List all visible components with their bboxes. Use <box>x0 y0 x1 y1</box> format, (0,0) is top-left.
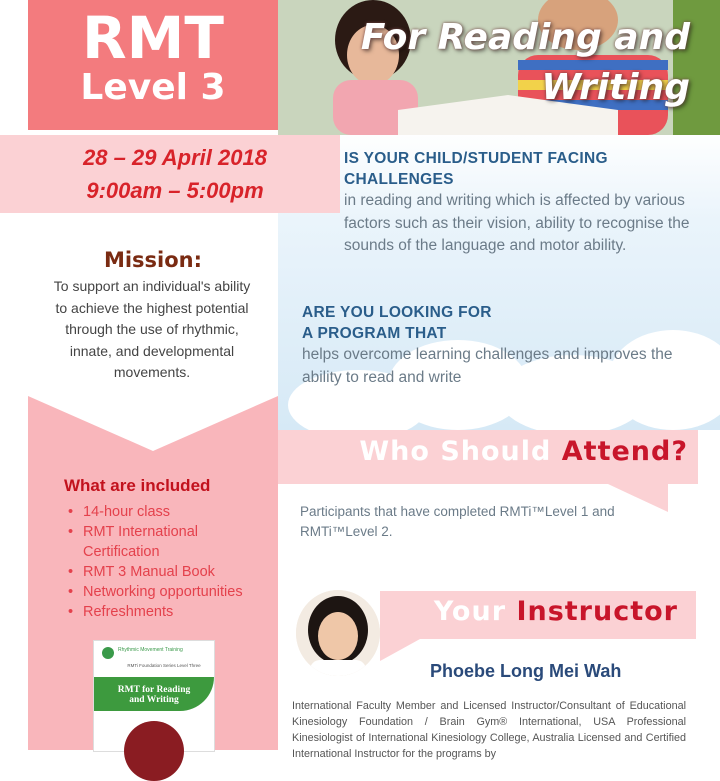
course-title-box <box>28 0 278 130</box>
event-date: 28 – 29 April 2018 <box>83 145 267 170</box>
question-1 <box>344 148 704 258</box>
included-title: What are included <box>64 476 211 495</box>
instructor-title-part1: Your <box>433 596 507 627</box>
question-1-heading: IS YOUR CHILD/STUDENT FACING CHALLENGES <box>344 150 608 188</box>
instructor-name: Phoebe Long Mei Wah <box>430 661 622 681</box>
list-item: • RMT International Certification <box>66 522 273 562</box>
instructor-title-part2: Instructor <box>516 596 678 627</box>
photo-title-line1: For Reading and <box>360 17 690 58</box>
list-item: • 14-hour class <box>66 502 273 522</box>
book-series: RMTi Foundation Series Level Three <box>127 663 201 668</box>
list-item: • Networking opportunities <box>66 582 273 602</box>
book-title-line2: and Writing <box>129 695 179 705</box>
book-title-line1: RMT for Reading <box>117 685 191 695</box>
included-list <box>66 502 273 622</box>
book-illustration <box>124 721 184 781</box>
instructor-banner-pointer <box>380 639 420 661</box>
book-org: Rhythmic Movement Training <box>118 647 183 653</box>
hero-photo <box>278 0 720 135</box>
question-1-body: in reading and writing which is affected by various factors such as their vision, ability to recognise the sounds of the language and motor ability. <box>344 192 690 254</box>
instructor-bio: International Faculty Member and Licensed Instructor/Consultant of Educational Kinesiology Foundation / Brain Gym® International, USA Professional Kinesiologist of International Kinesiology College, Australia Licensed and Certified International Instructor for the programs by <box>292 700 686 760</box>
book-logo-icon <box>102 647 114 659</box>
question-2-heading-line1: ARE YOU LOOKING FOR <box>302 304 492 321</box>
mission-text: To support an individual's ability to achieve the highest potential through the use of rhythmic, innate, and developmental movements. <box>53 278 251 380</box>
event-time: 9:00am – 5:00pm <box>86 178 264 203</box>
question-2-heading-line2: A PROGRAM THAT <box>302 325 447 342</box>
who-should-title-part1: Who Should <box>359 436 552 467</box>
mission-title: Mission: <box>103 248 203 272</box>
manual-book-cover <box>93 640 215 752</box>
photo-title-line2: Writing <box>541 67 690 108</box>
attend-title-part2: Attend? <box>561 436 688 467</box>
question-2 <box>302 302 712 389</box>
book-green-band <box>94 677 214 711</box>
list-item: • Refreshments <box>66 602 273 622</box>
instructor-title <box>434 596 678 627</box>
course-title: RMT <box>82 4 224 72</box>
who-should-attend-title <box>359 436 688 467</box>
course-level: Level 3 <box>80 67 226 108</box>
question-2-body: helps overcome learning challenges and improves the ability to read and write <box>302 346 673 386</box>
instructor-photo <box>296 590 380 676</box>
attend-text: Participants that have completed RMTi™Level 1 and RMTi™Level 2. <box>300 504 615 539</box>
list-item: • RMT 3 Manual Book <box>66 562 273 582</box>
